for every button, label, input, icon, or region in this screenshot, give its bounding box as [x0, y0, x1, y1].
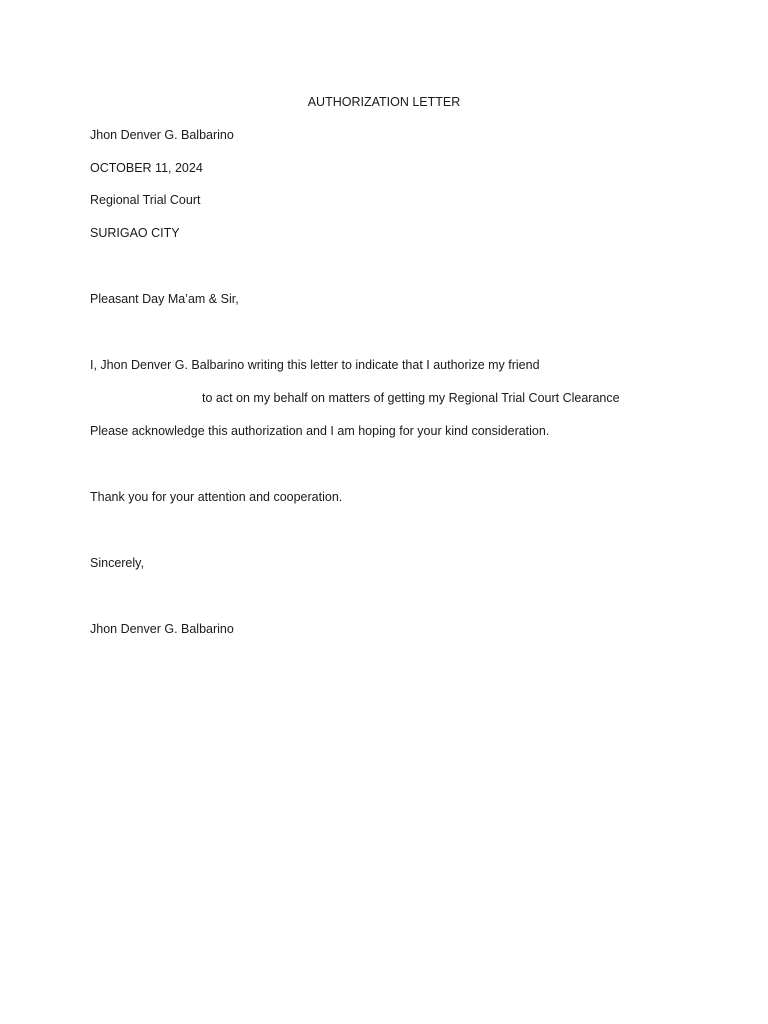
body-line-2: to act on my behalf on matters of getting my Regional Trial Court Clearance	[202, 391, 620, 405]
salutation: Pleasant Day Ma’am & Sir,	[90, 292, 239, 306]
letter-title: AUTHORIZATION LETTER	[307, 95, 461, 109]
recipient-city: SURIGAO CITY	[90, 226, 180, 240]
recipient-organization: Regional Trial Court	[90, 193, 201, 207]
signature-name: Jhon Denver G. Balbarino	[90, 622, 234, 636]
thanks-line: Thank you for your attention and cooperation.	[90, 490, 343, 504]
body-line-3: Please acknowledge this authorization and I am hoping for your kind consideration.	[90, 424, 550, 438]
body-line-1: I, Jhon Denver G. Balbarino writing this letter to indicate that I authorize my friend	[90, 358, 540, 372]
closing: Sincerely,	[90, 556, 144, 570]
sender-name: Jhon Denver G. Balbarino	[90, 128, 234, 142]
letter-date: OCTOBER 11, 2024	[90, 161, 203, 175]
